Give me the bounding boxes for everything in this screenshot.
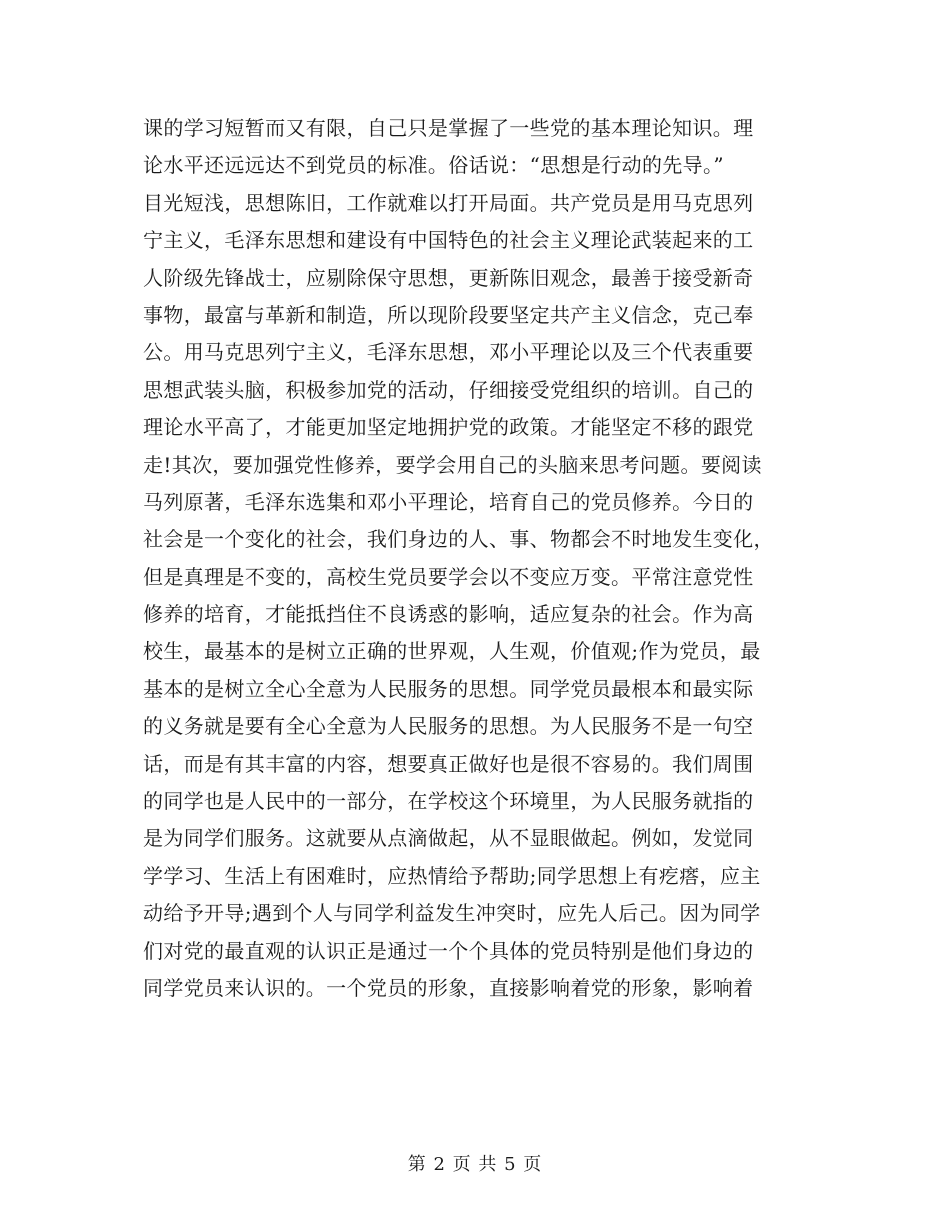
text-line: 的义务就是要有全心全意为人民服务的思想。为人民服务不是一句空 [143, 714, 754, 739]
text-line: 事物，最富与革新和制造，所以现阶段要坚定共产主义信念，克己奉 [143, 302, 754, 327]
text-line: 宁主义，毛泽东思想和建设有中国特色的社会主义理论武装起来的工 [143, 228, 754, 253]
text-line: 马列原著，毛泽东选集和邓小平理论，培育自己的党员修养。今日的 [143, 489, 754, 514]
text-line: 话，而是有其丰富的内容，想要真正做好也是很不容易的。我们周围 [143, 751, 754, 776]
body-text [143, 110, 823, 1007]
text-line: 但是真理是不变的，高校生党员要学会以不变应万变。平常注意党性 [143, 564, 754, 589]
text-line: 目光短浅，思想陈旧，工作就难以打开局面。共产党员是用马克思列 [143, 190, 754, 215]
text-line: 理论水平高了，才能更加坚定地拥护党的政策。才能坚定不移的跟党 [143, 415, 754, 440]
text-line: 同学党员来认识的。一个党员的形象，直接影响着党的形象，影响着 [143, 975, 754, 1000]
text-line: 学学习、生活上有困难时，应热情给予帮助;同学思想上有疙瘩，应主 [143, 863, 761, 888]
page-footer: 第 2 页 共 5 页 [407, 1154, 543, 1175]
text-line: 动给予开导;遇到个人与同学利益发生冲突时，应先人后己。因为同学 [143, 901, 761, 926]
text-line: 公。用马克思列宁主义，毛泽东思想，邓小平理论以及三个代表重要 [143, 340, 754, 365]
text-line: 论水平还远远达不到党员的标准。俗话说：“思想是行动的先导。” [143, 153, 724, 178]
text-line: 课的学习短暂而又有限，自己只是掌握了一些党的基本理论知识。理 [143, 116, 754, 140]
text-line: 思想武装头脑，积极参加党的活动，仔细接受党组织的培训。自己的 [143, 377, 754, 402]
text-line: 是为同学们服务。这就要从点滴做起，从不显眼做起。例如，发觉同 [143, 826, 754, 851]
text-line: 走!其次，要加强党性修养，要学会用自己的头脑来思考问题。要阅读 [143, 452, 762, 477]
text-line: 人阶级先锋战士，应剔除保守思想，更新陈旧观念，最善于接受新奇 [143, 265, 754, 290]
text-line: 基本的是树立全心全意为人民服务的思想。同学党员最根本和最实际 [143, 676, 754, 701]
text-line: 们对党的最直观的认识正是通过一个个具体的党员特别是他们身边的 [143, 938, 754, 963]
text-line: 的同学也是人民中的一部分，在学校这个环境里，为人民服务就指的 [143, 789, 754, 814]
text-line: 修养的培育，才能抵挡住不良诱惑的影响，适应复杂的社会。作为高 [143, 602, 754, 627]
text-line: 校生，最基本的是树立正确的世界观，人生观，价值观;作为党员，最 [143, 639, 761, 664]
text-line: 社会是一个变化的社会，我们身边的人、事、物都会不时地发生变化， [143, 527, 774, 552]
